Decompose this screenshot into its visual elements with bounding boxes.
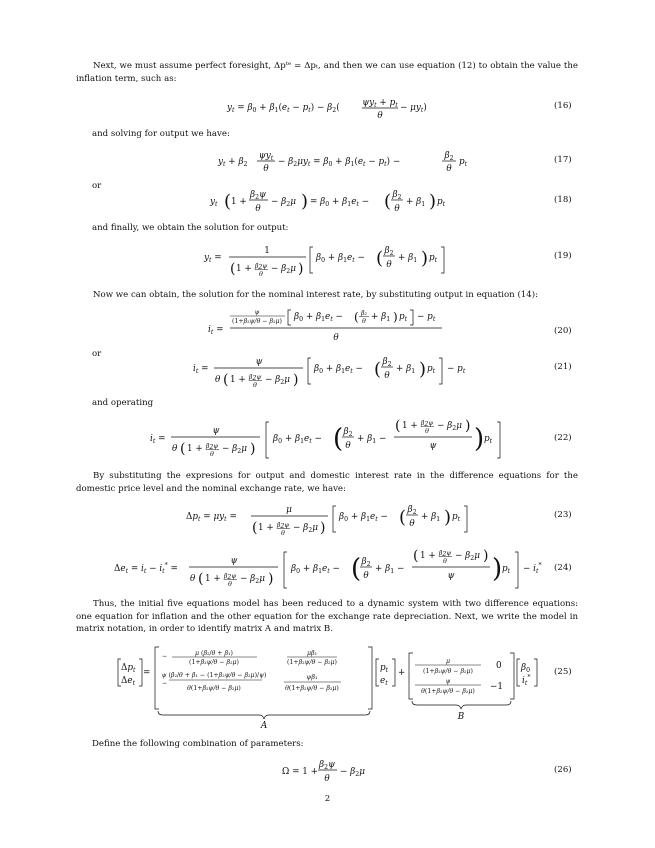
svg-text:pt: $p_t$: [452, 512, 461, 523]
svg-text:ψ (β₂/θ + β₁ − (1+β₂ψ/θ − β₂μ): ψ (β₂/θ + β₁ − (1+β₂ψ/θ − β₂μ)/ψ): [161, 672, 267, 679]
svg-text:− pt: − $p_t$: [447, 364, 466, 375]
svg-text:0: 0: [496, 661, 502, 671]
svg-text:Δpt: $\Delta p_t$: [121, 663, 136, 674]
svg-text:θ: θ: [333, 333, 339, 343]
equation-number: (24): [554, 563, 572, 573]
svg-text:(: (: [399, 507, 407, 528]
svg-text:β0 + β1et −: $\beta_0 + \beta_1e_t$ −: [314, 364, 363, 375]
svg-text:θ: θ: [172, 444, 178, 454]
svg-text:(: (: [384, 191, 392, 212]
svg-text:Δpt = μyt =: $\Delta p_t = \mu y_t$ =: [186, 512, 237, 523]
svg-text:it*: $i_t^*$: [522, 674, 531, 687]
svg-text:β2ψ: β2ψ: [438, 550, 452, 558]
svg-text:− β2μ: − $\beta_2\mu$: [455, 551, 480, 562]
svg-text:β2ψ: β2ψ: [248, 374, 262, 382]
svg-text:it =: $i_t$ =: [208, 325, 224, 336]
svg-text:yt + β2: $y_t + \beta_2$: [218, 157, 248, 168]
equation-number: (25): [554, 667, 572, 677]
svg-text:β0 + β1et −: $\beta_0 + \beta_1e_t$ −: [294, 312, 343, 323]
svg-text:θ: θ: [253, 382, 257, 389]
svg-text:θ: θ: [409, 519, 415, 529]
equation-number: (20): [554, 326, 572, 336]
svg-text:1: 1: [264, 246, 270, 256]
svg-text:): ): [465, 418, 471, 434]
svg-text:− β2μ: − $\beta_2\mu$: [437, 421, 462, 432]
svg-text:pt: $p_t$: [459, 157, 468, 168]
svg-text:1 +: 1 +: [236, 264, 252, 274]
svg-text:+ β1: + $\beta_1$: [421, 512, 441, 523]
svg-text:+ β1: + $\beta_1$: [371, 312, 391, 323]
svg-text:): ): [320, 520, 326, 536]
svg-text:): ): [474, 424, 485, 454]
svg-text:=: =: [143, 668, 151, 678]
svg-text:β0: $\beta_0$: [521, 663, 531, 674]
svg-text:): ): [298, 261, 304, 277]
svg-text:θ: θ: [190, 574, 196, 584]
svg-text:θ: θ: [345, 441, 351, 451]
connector-or: or: [92, 349, 102, 359]
svg-text:Δet = it − it* =: $\Delta e_t = i_t - i_t^*$ =: [114, 562, 178, 575]
svg-text:1 +: 1 +: [402, 421, 418, 431]
svg-text:β2: $\beta_2$: [407, 505, 417, 516]
svg-text:μ: μ: [445, 658, 451, 665]
svg-text:(: (: [351, 554, 362, 584]
svg-text:Ω = 1 +: Ω = 1 +: [282, 767, 319, 777]
svg-text:− β2μ: − $\beta_2\mu$: [271, 197, 296, 208]
equation-23: [0, 500, 655, 540]
svg-text:1 +: 1 +: [231, 197, 247, 207]
equation-number: (19): [554, 251, 572, 261]
svg-text:β2ψ: β2ψ: [420, 420, 434, 428]
svg-text:): ): [419, 359, 427, 380]
svg-text:β0 + β1et −: $\beta_0 + \beta_1e_t$ −: [273, 434, 322, 445]
svg-text:(: (: [198, 571, 204, 587]
equation-number: (16): [554, 101, 572, 111]
page-number: 2: [324, 794, 331, 804]
svg-text:pt: $p_t$: [502, 564, 511, 575]
svg-text:β2: $\beta_2$: [384, 246, 394, 257]
svg-text:): ): [250, 441, 256, 457]
svg-text:θ: θ: [363, 571, 369, 581]
svg-text:): ): [301, 191, 309, 212]
svg-text:β2: $\beta_2$: [361, 557, 371, 568]
svg-text:yt = β0 + β1(et − pt) − β2(: $y_t = \beta_0 + \beta_1(e_t - p_t) - \beta_2$(: [227, 103, 340, 114]
svg-text:− β2μ: − $\beta_2\mu$: [240, 574, 265, 585]
paragraph-solving: and solving for output we have:: [92, 129, 230, 139]
svg-text:): ): [429, 191, 437, 212]
svg-text:θ: θ: [394, 204, 400, 214]
svg-text:yt =: $y_t$ =: [204, 253, 222, 264]
svg-text:(: (: [376, 248, 384, 269]
equation-19: [0, 241, 655, 281]
svg-text:(1+β₂ψ/θ − β₂μ): (1+β₂ψ/θ − β₂μ): [287, 659, 337, 666]
svg-text:β2: $\beta_2$: [444, 151, 454, 162]
svg-text:+: +: [398, 668, 406, 678]
equation-17: [0, 149, 655, 177]
equation-number: (26): [554, 765, 572, 775]
svg-text:ψ: ψ: [447, 571, 455, 581]
equation-18: [0, 186, 655, 218]
equation-number: (22): [554, 433, 572, 443]
paragraph-interest-rate: Now we can obtain, the solution for the nominal interest rate, by substituting output in equation (14):: [93, 290, 538, 300]
svg-text:θ: θ: [263, 164, 269, 174]
svg-text:θ: θ: [377, 111, 383, 121]
svg-text:θ: θ: [215, 375, 221, 385]
svg-text:(: (: [230, 261, 236, 277]
svg-text:− β2μ: − $\beta_2\mu$: [271, 264, 296, 275]
svg-text:−: −: [162, 653, 168, 660]
paragraph-define: Define the following combination of parameters:: [92, 739, 304, 749]
svg-text:pt: $p_t$: [399, 312, 408, 323]
svg-text:ψyt + pt: $\psi y_t + p_t$: [362, 98, 398, 109]
svg-text:et: $e_t$: [380, 676, 388, 687]
equation-25: [0, 643, 655, 733]
svg-text:β0 + β1et −: $\beta_0 + \beta_1e_t$ −: [339, 512, 388, 523]
svg-text:− β2μyt = β0 + β1(et − pt) −: − $\beta_2\mu y_t = \beta_0 + \beta_1(e_t - p_t)$ −: [278, 157, 401, 168]
svg-text:(1+β₂ψ/θ − β₂μ): (1+β₂ψ/θ − β₂μ): [423, 668, 473, 675]
svg-text:): ): [444, 507, 452, 528]
svg-text:it =: $i_t$ =: [150, 434, 166, 445]
equation-number: (17): [554, 155, 572, 165]
svg-text:1 +: 1 +: [187, 444, 203, 454]
svg-text:ψ: ψ: [445, 678, 451, 685]
svg-text:+ β1: + $\beta_1$: [398, 253, 418, 264]
svg-text:− β2μ: − $\beta_2\mu$: [340, 767, 365, 778]
svg-text:θ: θ: [443, 558, 447, 565]
svg-text:= β0 + β1et −: = $\beta_0 + \beta_1e_t$ −: [310, 197, 370, 208]
svg-text:ψyt: $\psi y_t$: [258, 151, 274, 162]
svg-text:+ β1 −: + $\beta_1$ −: [357, 434, 387, 445]
svg-text:β2: $\beta_2$: [343, 427, 353, 438]
svg-text:(1+β₂ψ/θ − β₂μ): (1+β₂ψ/θ − β₂μ): [232, 318, 282, 325]
svg-text:): ): [492, 554, 503, 584]
svg-text:(1+β₂ψ/θ − β₂μ): (1+β₂ψ/θ − β₂μ): [189, 659, 239, 666]
svg-text:+ β1: + $\beta_1$: [396, 364, 416, 375]
paragraph-matrix-notation: Thus, the initial five equations model has been reduced to a dynamic system with two difference equations: one equation for inflation and the other equation for the exchange rate depreciation. Next, we write the model in matrix notation, in order to identify matrix A and matrix B.: [76, 599, 578, 635]
svg-text:pt: $p_t$: [380, 663, 389, 674]
equation-21: [0, 352, 655, 392]
svg-text:ψ: ψ: [230, 556, 238, 566]
svg-text:): ): [421, 248, 429, 269]
svg-text:− it*: − $i_t^*$: [523, 562, 542, 575]
svg-text:(: (: [374, 359, 382, 380]
svg-text:ψ: ψ: [255, 357, 263, 367]
svg-text:(: (: [354, 310, 359, 324]
svg-text:−: −: [162, 680, 168, 687]
svg-text:it =: $i_t$ =: [193, 364, 209, 375]
svg-text:1 +: 1 +: [230, 375, 246, 385]
svg-text:θ: θ: [362, 318, 366, 325]
svg-text:β2: $\beta_2$: [392, 190, 402, 201]
svg-text:): ): [293, 372, 299, 388]
svg-text:pt: $p_t$: [437, 197, 446, 208]
svg-text:pt: $p_t$: [484, 434, 493, 445]
svg-text:θ(1+β₂ψ/θ − β₂μ): θ(1+β₂ψ/θ − β₂μ): [187, 685, 241, 692]
svg-text:ψ: ψ: [254, 309, 260, 316]
svg-text:(: (: [252, 520, 258, 536]
svg-text:− β2μ: − $\beta_2\mu$: [265, 375, 290, 386]
svg-text:pt: $p_t$: [427, 364, 436, 375]
svg-text:β2: $\beta_2$: [382, 357, 392, 368]
equation-number: (23): [554, 510, 572, 520]
svg-text:θ: θ: [255, 204, 261, 214]
svg-text:pt: $p_t$: [429, 253, 438, 264]
svg-text:− pt: − $p_t$: [417, 312, 436, 323]
equation-22: [0, 418, 655, 462]
svg-text:(: (: [223, 372, 229, 388]
svg-text:−1: −1: [490, 682, 503, 692]
svg-text:− β2μ: − $\beta_2\mu$: [293, 523, 318, 534]
svg-text:θ: θ: [259, 271, 263, 278]
svg-text:β2ψ: β2ψ: [276, 522, 290, 530]
svg-text:1 +: 1 +: [258, 523, 274, 533]
matrix-b-label: B: [457, 712, 465, 722]
svg-text:θ(1+β₂ψ/θ − β₂μ): θ(1+β₂ψ/θ − β₂μ): [421, 688, 475, 695]
svg-text:1 +: 1 +: [420, 551, 436, 561]
svg-text:β2ψ: β2ψ: [254, 263, 268, 271]
svg-text:(: (: [224, 191, 232, 212]
svg-text:β2ψ: $\beta_2\psi$: [319, 760, 335, 771]
equation-24: [0, 548, 655, 592]
svg-text:β0 + β1et −: $\beta_0 + \beta_1e_t$ −: [316, 253, 365, 264]
svg-text:ψβ₁: ψβ₁: [306, 674, 318, 681]
equation-number: (21): [554, 362, 572, 372]
matrix-a-label: A: [260, 721, 268, 731]
svg-text:− β2μ: − $\beta_2\mu$: [222, 444, 247, 455]
svg-text:θ: θ: [228, 581, 232, 588]
svg-text:β2ψ: β2ψ: [223, 573, 237, 581]
svg-text:(: (: [413, 548, 419, 564]
equation-20: [0, 306, 655, 346]
svg-text:yt: $y_t$: [210, 197, 218, 208]
svg-text:ψ: ψ: [429, 441, 437, 451]
svg-text:θ: θ: [425, 428, 429, 435]
svg-text:ψ: ψ: [212, 426, 220, 436]
svg-text:θ: θ: [210, 451, 214, 458]
svg-text:1 +: 1 +: [205, 574, 221, 584]
paragraph-substituting: By substituting the expresions for output and domestic interest rate in the difference equations for the domestic price level and the nominal exchange rate, we have:: [76, 471, 578, 494]
svg-text:β2ψ: β2ψ: [205, 443, 219, 451]
svg-text:θ: θ: [384, 371, 390, 381]
svg-text:β0 + β1et −: $\beta_0 + \beta_1e_t$ −: [291, 564, 340, 575]
svg-text:(: (: [180, 441, 186, 457]
equation-16: [0, 96, 655, 122]
svg-text:− μyt): − $\mu y_t$): [400, 103, 427, 114]
svg-text:θ: θ: [446, 164, 452, 174]
equation-number: (18): [554, 195, 572, 205]
svg-text:θ: θ: [324, 774, 330, 784]
paragraph-finally: and finally, we obtain the solution for output:: [92, 223, 289, 233]
svg-text:+ β1: + $\beta_1$: [406, 197, 426, 208]
svg-text:θ: θ: [281, 530, 285, 537]
svg-text:Δet: $\Delta e_t$: [121, 676, 136, 687]
svg-text:μ: μ: [286, 505, 292, 515]
svg-text:): ): [268, 571, 274, 587]
svg-text:β₂: β₂: [360, 310, 368, 317]
svg-text:+ β1 −: + $\beta_1$ −: [375, 564, 405, 575]
svg-text:β2ψ: $\beta_2\psi$: [250, 190, 266, 201]
equation-26: [0, 758, 655, 788]
svg-text:θ: θ: [386, 260, 392, 270]
svg-text:): ): [483, 548, 489, 564]
svg-text:(: (: [333, 424, 344, 454]
svg-text:μβ₁: μβ₁: [306, 650, 318, 657]
svg-text:(: (: [395, 418, 401, 434]
connector-or: or: [92, 181, 102, 191]
svg-text:μ (β₂/θ + β₁): μ (β₂/θ + β₁): [195, 650, 233, 657]
svg-text:θ(1+β₂ψ/θ − β₂μ): θ(1+β₂ψ/θ − β₂μ): [285, 685, 339, 692]
paragraph-foresight: Next, we must assume perfect foresight, Δpᵗᵉ = Δpₜ, and then we can use equation (12) to obtain the value the inflation term, such as:: [76, 61, 578, 84]
svg-text:): ): [393, 310, 398, 324]
paragraph-operating: and operating: [92, 398, 154, 408]
